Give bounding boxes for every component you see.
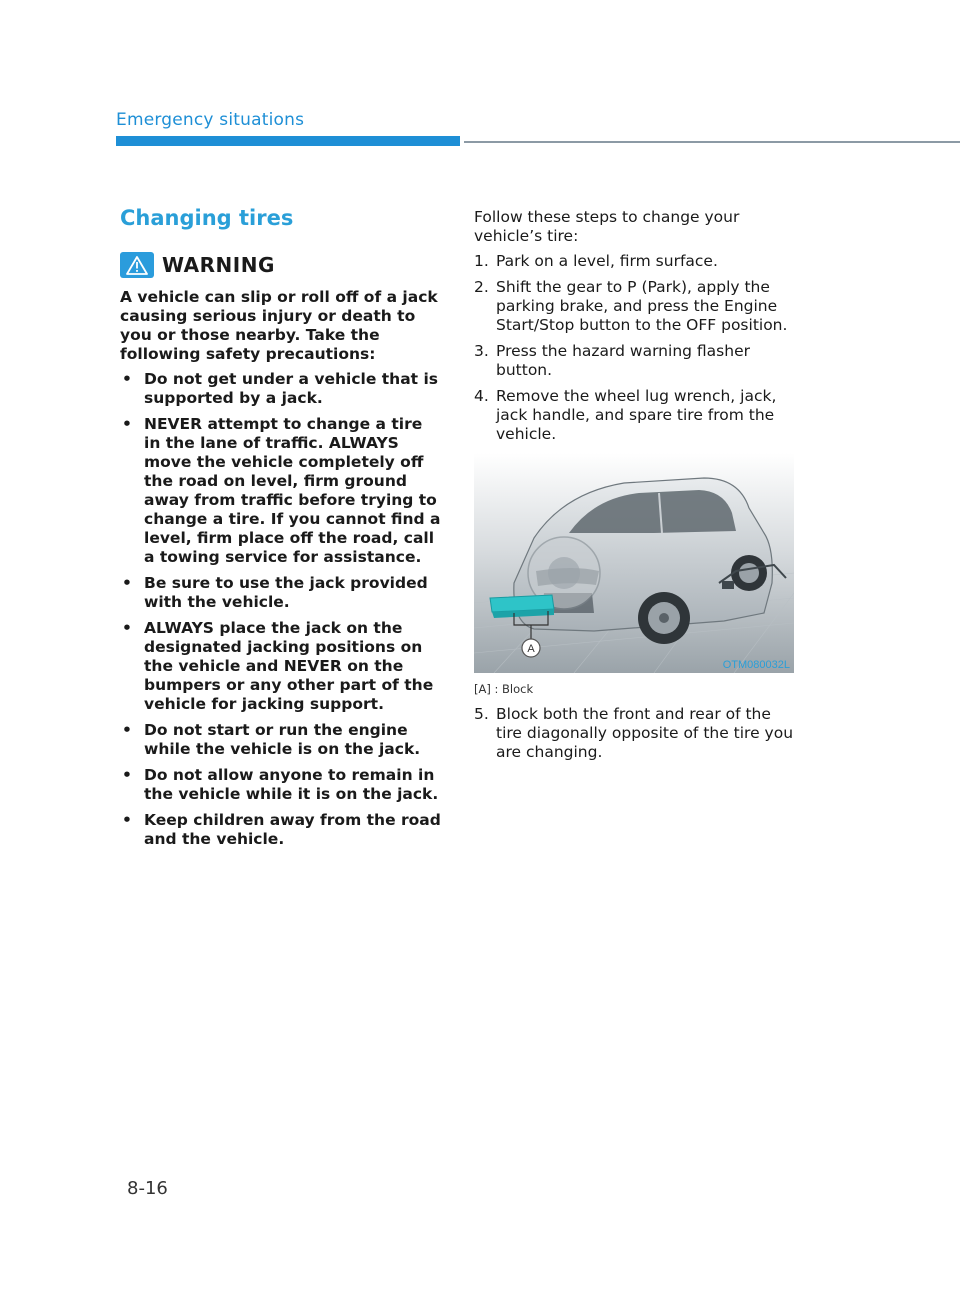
step-item bbox=[474, 342, 796, 380]
warning-item-text: Do not start or run the engine while the vehicle is on the jack. bbox=[144, 721, 421, 758]
page-number: 8-16 bbox=[127, 1178, 168, 1199]
step-item bbox=[474, 705, 796, 762]
warning-intro: A vehicle can slip or roll off of a jack causing serious injury or death to you or those nearby. Take the following safety precautions: bbox=[120, 288, 438, 363]
procedure-intro: Follow these steps to change your vehicle’s tire: bbox=[474, 208, 740, 245]
step-item bbox=[474, 387, 796, 444]
warning-header bbox=[120, 252, 442, 278]
procedure-steps bbox=[474, 252, 796, 444]
step-item bbox=[474, 278, 796, 335]
step-number: 3. bbox=[474, 342, 489, 360]
block-marker-label: A bbox=[527, 643, 535, 655]
step-text: Block both the front and rear of the tire diagonally opposite of the tire you are changing. bbox=[496, 705, 794, 761]
warning-item-text: NEVER attempt to change a tire in the lane of traffic. ALWAYS move the vehicle completely off the road on level, firm ground away from traffic before trying to change a tire. If you cannot find a level, firm place off the road, call a towing service for assistance. bbox=[144, 415, 441, 566]
step-number: 4. bbox=[474, 387, 489, 405]
car-illustration bbox=[474, 453, 794, 673]
warning-item: • ALWAYS place the jack on the designated jacking positions on the vehicle and NEVER on the bumpers or any other part of the vehicle for jacking support. bbox=[122, 619, 434, 713]
procedure-column bbox=[474, 208, 796, 451]
step-text: Press the hazard warning flasher button. bbox=[496, 342, 750, 379]
warning-item-text: Do not allow anyone to remain in the vehicle while it is on the jack. bbox=[144, 766, 439, 803]
warning-item: • Do not start or run the engine while the vehicle is on the jack. bbox=[122, 721, 421, 758]
step-item bbox=[474, 252, 796, 271]
figure-caption: [A] : Block bbox=[474, 682, 534, 696]
warning-item-text: Be sure to use the jack provided with the vehicle. bbox=[144, 574, 428, 611]
warning-item-text: ALWAYS place the jack on the designated jacking positions on the vehicle and NEVER on the bumpers or any other part of the vehicle for jacking support. bbox=[144, 619, 434, 713]
block-marker bbox=[490, 595, 554, 618]
warning-list bbox=[120, 370, 442, 849]
warning-item: • Do not get under a vehicle that is supported by a jack. bbox=[122, 370, 439, 407]
step-number: 2. bbox=[474, 278, 489, 296]
figure-code: OTM080032L bbox=[722, 659, 790, 671]
running-header: Emergency situations bbox=[116, 110, 305, 130]
warning-item: • NEVER attempt to change a tire in the lane of traffic. ALWAYS move the vehicle completely off the road on level, firm ground away from traffic before trying to change a tire. If you cannot find a level, firm place off the road, call a towing service for assistance. bbox=[122, 415, 441, 566]
warning-item: • Do not allow anyone to remain in the vehicle while it is on the jack. bbox=[122, 766, 439, 803]
warning-column bbox=[120, 206, 442, 856]
step-text: Shift the gear to P (Park), apply the parking brake, and press the Engine Start/Stop button to the OFF position. bbox=[496, 278, 788, 334]
car-jack-illustration bbox=[474, 453, 794, 673]
procedure-steps-continued bbox=[474, 705, 796, 762]
warning-triangle-icon bbox=[120, 252, 154, 278]
step-text: Remove the wheel lug wrench, jack, jack handle, and spare tire from the vehicle. bbox=[496, 387, 777, 443]
warning-item-text: Keep children away from the road and the vehicle. bbox=[144, 811, 441, 848]
header-accent-bar bbox=[116, 136, 460, 146]
step-five bbox=[474, 705, 796, 769]
step-number: 1. bbox=[474, 252, 489, 270]
header-rule bbox=[464, 141, 960, 143]
step-text: Park on a level, firm surface. bbox=[496, 252, 718, 270]
warning-label: WARNING bbox=[162, 253, 275, 277]
step-number: 5. bbox=[474, 705, 489, 723]
warning-item: • Be sure to use the jack provided with the vehicle. bbox=[122, 574, 428, 611]
section-title: Changing tires bbox=[120, 206, 294, 230]
warning-item: • Keep children away from the road and the vehicle. bbox=[122, 811, 441, 848]
warning-item-text: Do not get under a vehicle that is supported by a jack. bbox=[144, 370, 439, 407]
